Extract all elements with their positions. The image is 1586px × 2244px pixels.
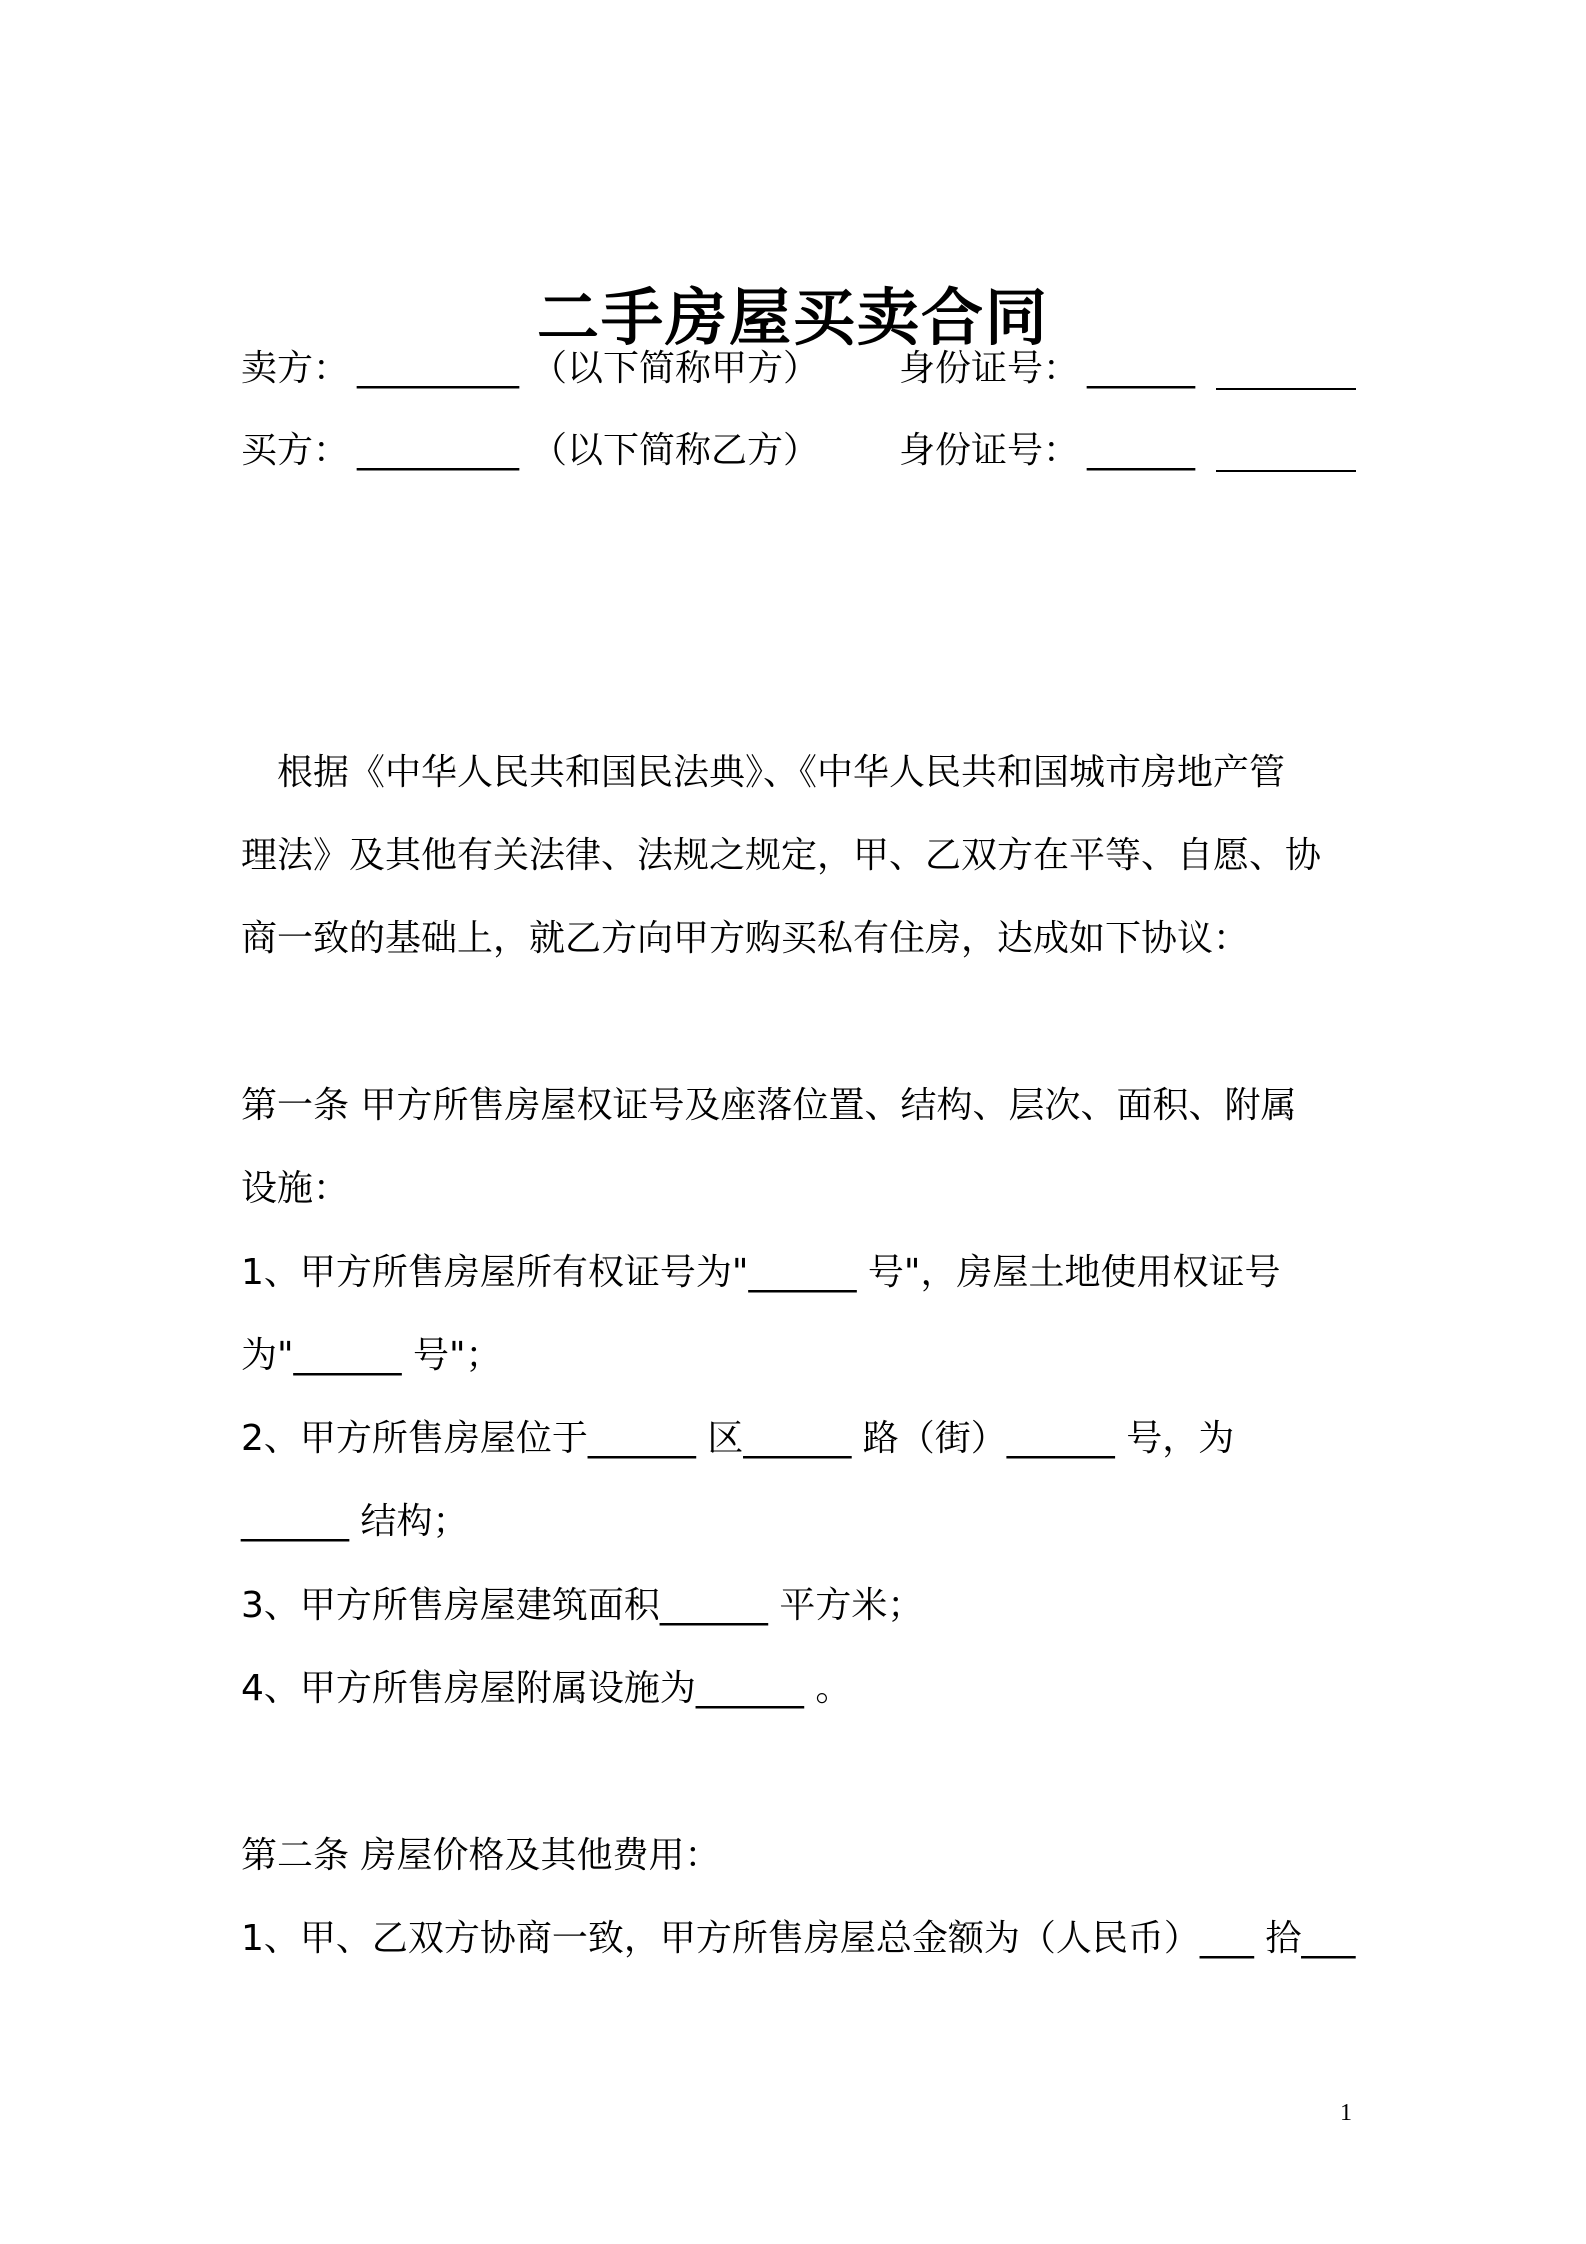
- seller-label: 卖方：: [241, 348, 350, 389]
- seller-alias: （以下简称甲方）: [531, 348, 820, 389]
- article2-heading: 第二条 房屋价格及其他费用：: [241, 1835, 721, 1876]
- preamble-line: 理法》及其他有关法律、法规之规定，甲、乙双方在平等、自愿、协: [241, 835, 1322, 876]
- article1-item: 1、甲方所售房屋所有权证号为"______ 号"，房屋土地使用权证号: [241, 1252, 1281, 1293]
- preamble-line: 根据《中华人民共和国民法典》、《中华人民共和国城市房地产管: [277, 752, 1286, 793]
- buyer-id-label: 身份证号：: [899, 430, 1080, 471]
- article2-item: 1、甲、乙双方协商一致，甲方所售房屋总金额为（人民币）___ 拾___: [241, 1918, 1356, 1959]
- article1-item: ______ 结构；: [241, 1501, 469, 1542]
- seller-id-underline: [1216, 388, 1356, 390]
- seller-name-blank: _________: [357, 348, 519, 389]
- buyer-alias: （以下简称乙方）: [531, 430, 820, 471]
- buyer-id-underline: [1216, 470, 1356, 472]
- preamble-line: 商一致的基础上，就乙方向甲方购买私有住房，达成如下协议：: [241, 918, 1250, 959]
- page-number: 1: [1340, 2100, 1352, 2126]
- article1-heading: 第一条 甲方所售房屋权证号及座落位置、结构、层次、面积、附属: [241, 1085, 1297, 1126]
- seller-id-label: 身份证号：: [899, 348, 1080, 389]
- article1-item: 4、甲方所售房屋附属设施为______ 。: [241, 1668, 852, 1709]
- seller-row: [241, 346, 1356, 406]
- article1-item: 2、甲方所售房屋位于______ 区______ 路（街）______ 号，为: [241, 1418, 1235, 1459]
- article1-heading: 设施：: [241, 1168, 350, 1209]
- buyer-id-blank: ______: [1087, 430, 1195, 471]
- buyer-row: [241, 428, 1356, 488]
- buyer-name-blank: _________: [357, 430, 519, 471]
- article1-item: 为"______ 号"；: [241, 1335, 502, 1376]
- buyer-label: 买方：: [241, 430, 350, 471]
- article1-item: 3、甲方所售房屋建筑面积______ 平方米；: [241, 1585, 924, 1626]
- document-title: 二手房屋买卖合同: [536, 281, 1049, 354]
- seller-id-blank: ______: [1087, 348, 1195, 389]
